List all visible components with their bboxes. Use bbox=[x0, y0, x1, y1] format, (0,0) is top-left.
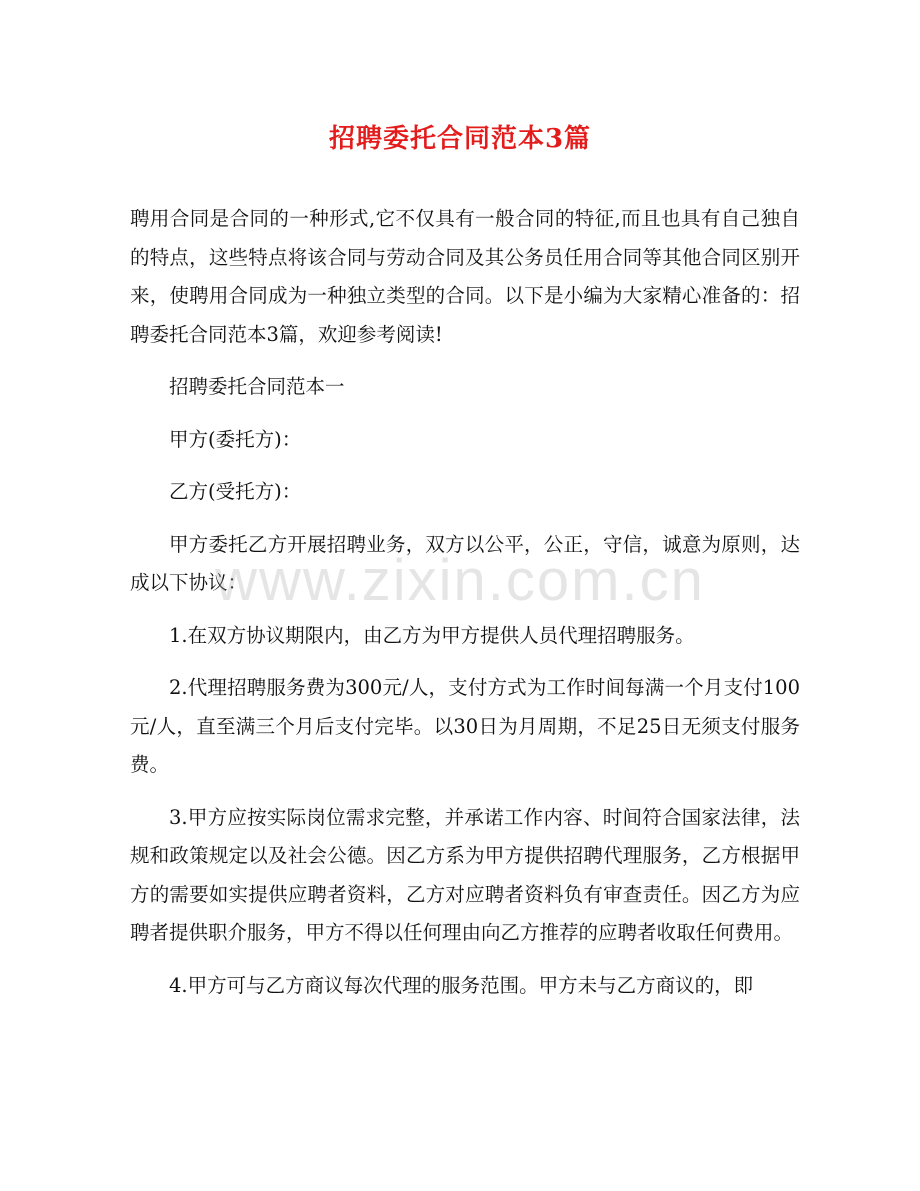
document-title: 招聘委托合同范本3篇 bbox=[328, 124, 592, 154]
clause-3-paragraph: 3.甲方应按实际岗位需求完整，并承诺工作内容、时间符合国家法律，法规和政策规定以及社会公德。因乙方系为甲方提供招聘代理服务，乙方根据甲方的需要如实提供应聘者资料，乙方对应聘者资料负有审查责任。因乙方为应聘者提供职介服务，甲方不得以任何理由向乙方推荐的应聘者收取任何费用。 bbox=[130, 805, 800, 944]
party-b-line: 乙方(受托方)： bbox=[169, 480, 302, 503]
agreement-intro-paragraph: 甲方委托乙方开展招聘业务，双方以公平，公正，守信，诚意为原则，达成以下协议： bbox=[130, 532, 800, 594]
party-a-line: 甲方(委托方)： bbox=[169, 427, 302, 451]
clause-4-paragraph: 4.甲方可与乙方商议每次代理的服务范围。甲方未与乙方商议的，即 bbox=[169, 973, 754, 997]
clause-1-paragraph: 1.在双方协议期限内，由乙方为甲方提供人员代理招聘服务。 bbox=[169, 623, 695, 647]
intro-paragraph: 聘用合同是合同的一种形式,它不仅具有一般合同的特征,而且也具有自己独自的特点，这些特点将该合同与劳动合同及其公务员任用合同等其他合同区别开来，使聘用合同成为一种独立类型的合同。以下是小编为大家精心准备的：招聘委托合同范本3篇，欢迎参考阅读! bbox=[130, 207, 800, 346]
section-heading: 招聘委托合同范本一 bbox=[169, 375, 345, 398]
clause-2-paragraph: 2.代理招聘服务费为300元/人，支付方式为工作时间每满一个月支付100元/人，直至满三个月后支付完毕。以30日为月周期，不足25日无须支付服务费。 bbox=[130, 676, 800, 776]
watermark: www.zixin.com.cn bbox=[215, 548, 705, 613]
document-body bbox=[130, 200, 800, 1005]
